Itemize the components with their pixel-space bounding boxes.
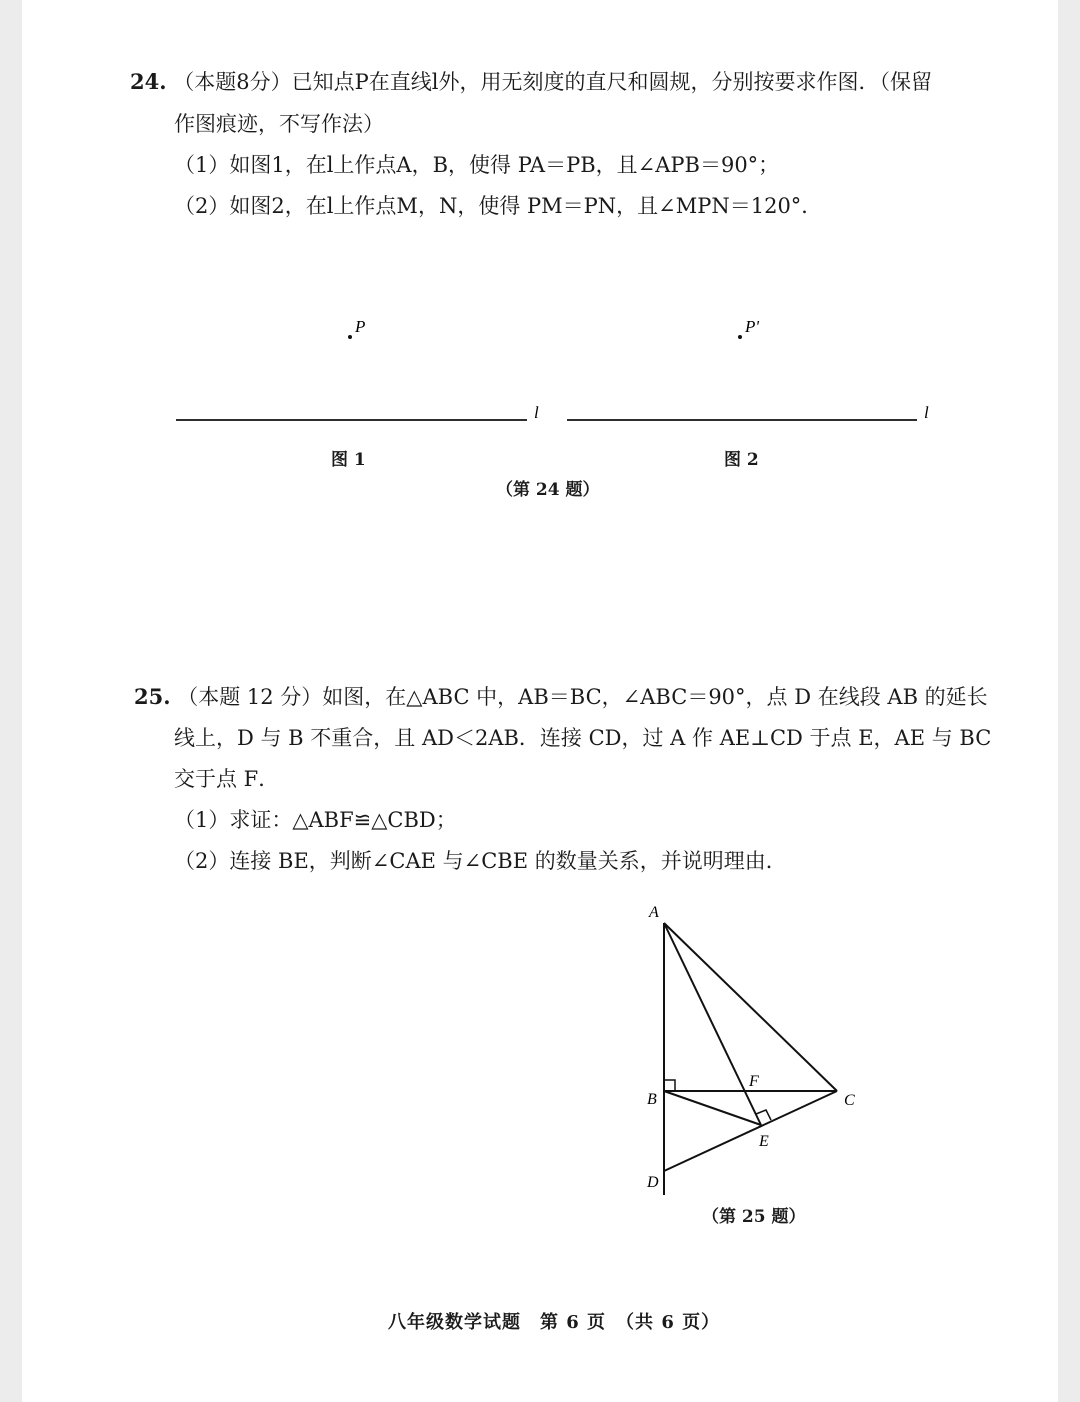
q25-part1: （1）求证：△ABF≌△CBD； [174,808,457,832]
q25-line2: 线上，D 与 B 不重合，且 AD＜2AB．连接 CD，过 A 作 AE⊥CD 于点 E，AE 与 BC [174,726,992,750]
q24-part2: （2）如图2，在l上作点M，N，使得 PM＝PN，且∠MPN＝120°． [174,194,823,218]
fig1-caption: 图 1 [331,450,366,470]
fig1-point-label: P [355,317,366,336]
fig2-point-label: P' [745,317,760,336]
q25-line3: 交于点 F． [174,767,280,791]
q24-caption: （第 24 题） [496,480,600,500]
q24-part1: （1）如图1，在l上作点A，B，使得 PA＝PB，且∠APB＝90°； [174,153,780,177]
fig2-caption: 图 2 [724,450,759,470]
q24-number: 24. [130,69,167,94]
page-footer: 八年级数学试题 第 6 页 （共 6 页） [388,1312,721,1333]
fig1-point-p [348,335,352,339]
segment-ac [664,923,837,1091]
label-b: B [647,1091,657,1108]
label-a: A [649,904,659,921]
label-f: F [749,1073,759,1090]
q25-caption: （第 25 题） [702,1207,806,1227]
label-c: C [844,1092,855,1109]
right-angle-b [664,1080,675,1091]
q25-number: 25. [134,684,171,709]
q24-figure-2 [557,305,957,435]
fig2-point-p [738,335,742,339]
q25-text: （本题 12 分）如图，在△ABC 中，AB＝BC，∠ABC＝90°，点 D 在线段 AB 的延长 [177,685,988,709]
q25-line1 [134,683,988,711]
q25-figure [622,895,882,1195]
q24-line2: 作图痕迹，不写作法） [174,112,384,136]
fig1-line-label: l [534,403,539,422]
segment-ae [664,923,761,1125]
label-d: D [647,1174,659,1191]
q24-figure-1 [162,305,562,435]
q24-line1 [130,68,932,96]
q24-text: （本题8分）已知点P在直线l外，用无刻度的直尺和圆规，分别按要求作图．（保留 [173,70,932,94]
label-e: E [759,1133,769,1150]
q25-part2: （2）连接 BE，判断∠CAE 与∠CBE 的数量关系，并说明理由． [174,849,787,873]
fig2-line-label: l [924,403,929,422]
exam-page [22,0,1058,1402]
